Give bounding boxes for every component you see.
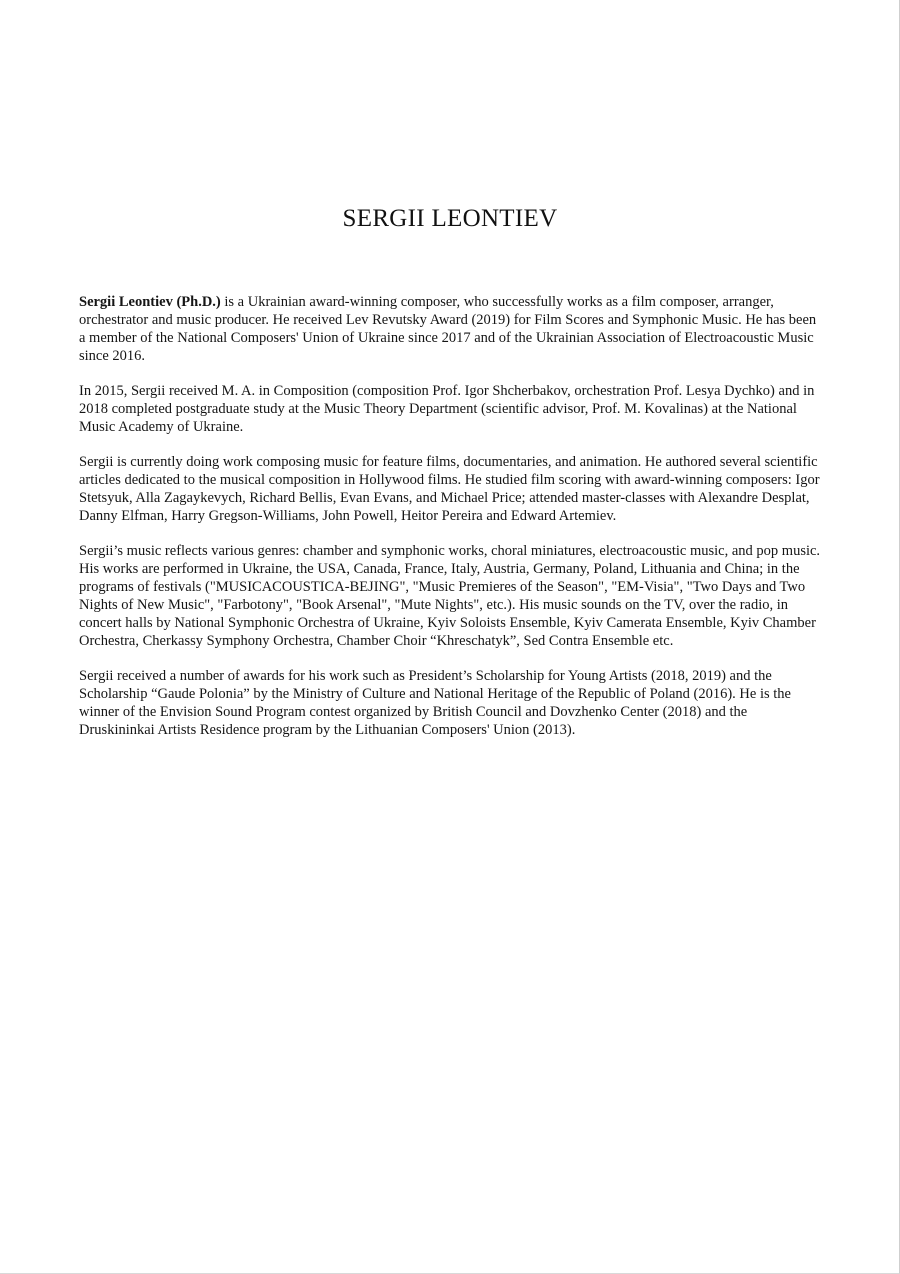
paragraph-career: Sergii is currently doing work composing music for feature films, documentaries, and animation. He authored several scientific articles dedicated to the musical composition in Hollywood films. He studied film scoring with award-winning composers: Igor Stetsyuk, Alla Zagaykevych, Richard Bellis, Evan Evans, and Michael Price; attended master-classes with Alexandre Desplat, Danny Elfman, Harry Gregson-Williams, John Powell, Heitor Pereira and Edward Artemiev. — [79, 454, 820, 524]
paragraph-education: In 2015, Sergii received M. A. in Composition (composition Prof. Igor Shcherbakov, orchestration Prof. Lesya Dychko) and in 2018 completed postgraduate study at the Music Theory Department (scientific advisor, Prof. M. Kovalinas) at the National Music Academy of Ukraine. — [79, 383, 815, 435]
paragraph-intro-text: is a Ukrainian award-winning composer, who successfully works as a film composer, arranger, orchestrator and music producer. He received Lev Revutsky Award (2019) for Film Scores and Symphonic Music. He has been a member of the National Composers' Union of Ukraine since 2017 and of the Ukrainian Association of Electroacoustic Music since 2016. — [79, 294, 817, 364]
page-title: SERGII LEONTIEV — [342, 205, 558, 232]
biography-body — [79, 293, 821, 756]
paragraph-performances: Sergii’s music reflects various genres: chamber and symphonic works, choral miniatures, electroacoustic music, and pop music. His works are performed in Ukraine, the USA, Canada, France, Italy, Austria, Germany, Poland, Lithuania and China; in the programs of festivals ("MUSICACOUSTICA-BEJING", "Music Premieres of the Season", "EM-Visia", "Two Days and Two Nights of New Music", "Farbotony", "Book Arsenal", "Mute Nights", etc.). His music sounds on the TV, over the radio, in concert halls by National Symphonic Orchestra of Ukraine, Kyiv Soloists Ensemble, Kyiv Camerata Ensemble, Kyiv Chamber Orchestra, Cherkassy Symphony Orchestra, Chamber Choir “Khreschatyk”, Sed Contra Ensemble etc. — [79, 543, 821, 649]
paragraph-intro-lead: Sergii Leontiev (Ph.D.) — [79, 294, 221, 310]
paragraph-intro — [79, 293, 821, 365]
paragraph-awards: Sergii received a number of awards for his work such as President’s Scholarship for Young Artists (2018, 2019) and the Scholarship “Gaude Polonia” by the Ministry of Culture and National Heritage of the Republic of Poland (2016). He is the winner of the Envision Sound Program contest organized by British Council and Dovzhenko Center (2018) and the Druskininkai Artists Residence program by the Lithuanian Composers' Union (2013). — [79, 668, 791, 738]
